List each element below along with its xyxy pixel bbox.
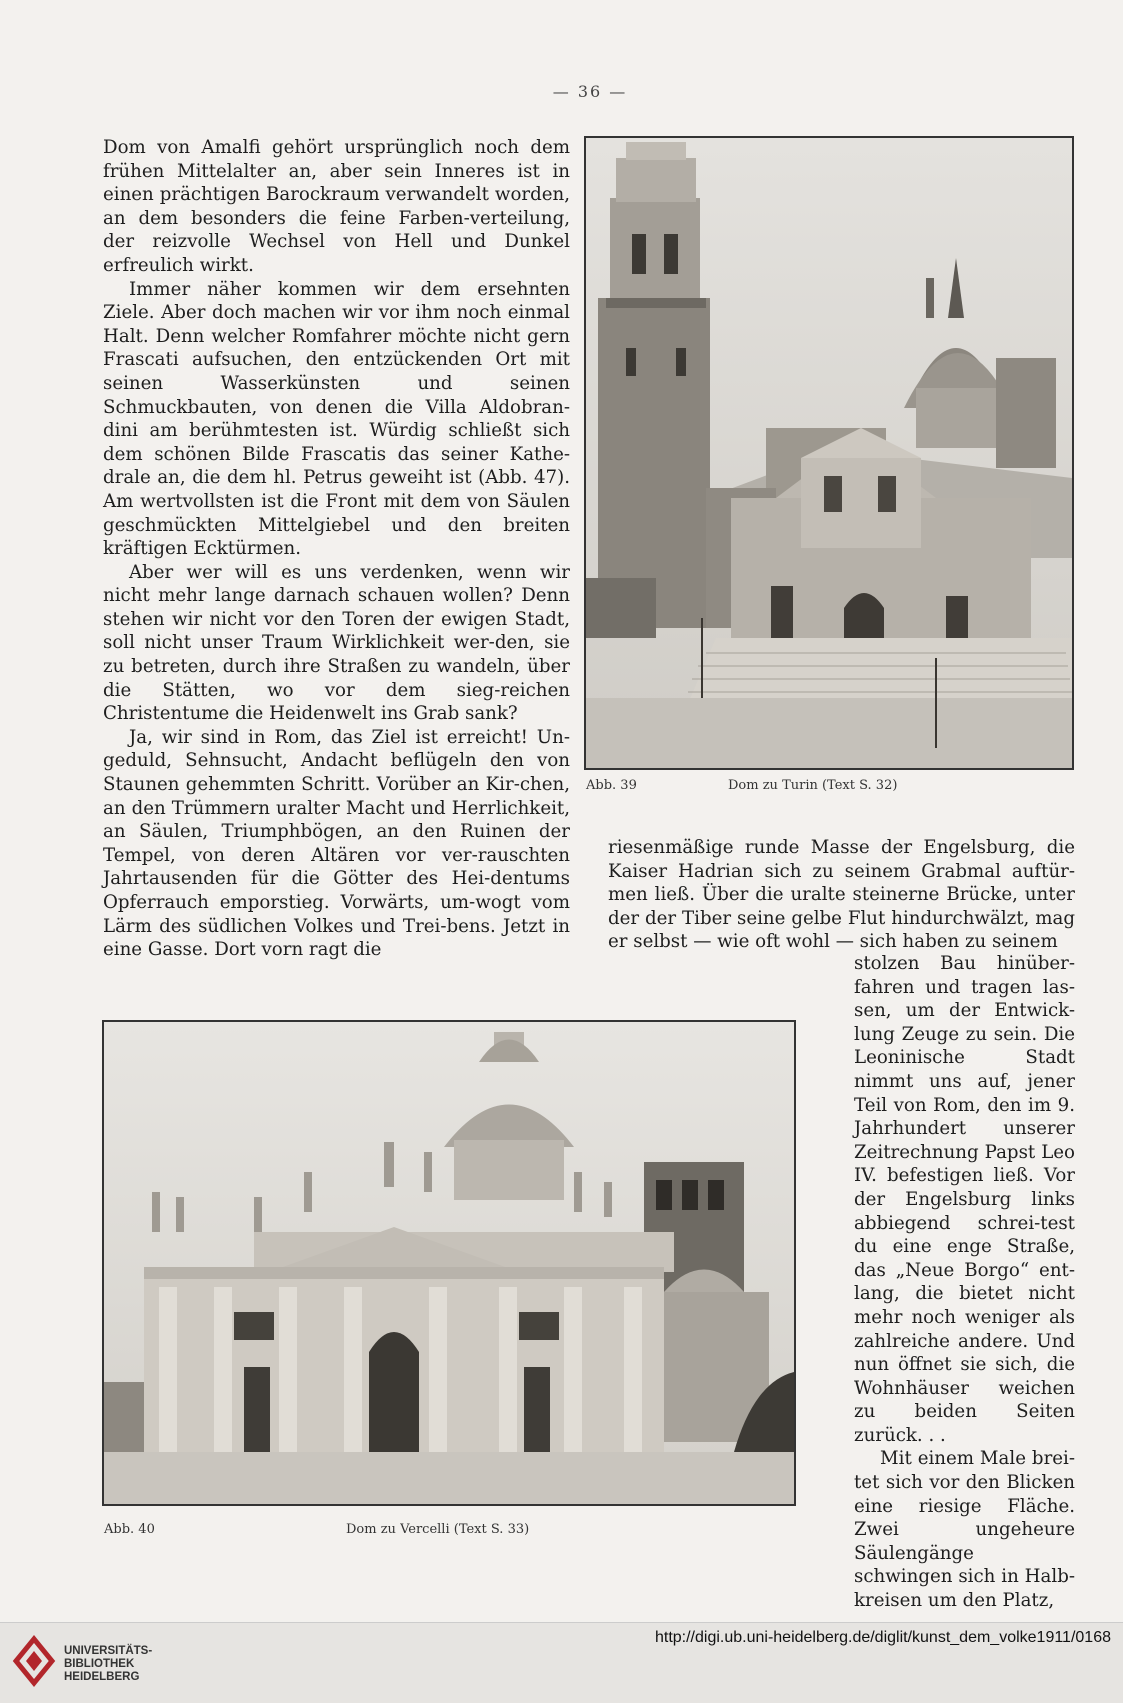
photo-turin-cathedral [584,136,1074,770]
source-url-link[interactable]: http://digi.ub.uni-heidelberg.de/diglit/kunst_dem_volke1911/0168 [654,1629,1111,1646]
vercelli-cathedral-illustration [104,1022,794,1504]
paragraph: Immer näher kommen wir dem ersehnten Ziele. Aber doch machen wir vor ihm noch einmal Halt. Denn welcher Romfahrer möchte nicht gern Frascati aufsuchen, den entzückenden Ort mit seinen Wasserkünsten und seinen Schmuckbauten, von denen die Villa Aldobran-dini am berühmtesten ist. Würdig schließt sich dem schönen Bilde Frascatis das seiner Kathe-drale an, die dem hl. Petrus geweiht ist (Abb. 47). Am wertvollsten ist die Front mit dem von Säulen geschmückten Mittelgiebel und den breiten kräftigen Ecktürmen. [103,278,570,560]
turin-cathedral-illustration [586,138,1072,768]
figure-40-label: Abb. 40 [104,1522,155,1537]
paragraph: Mit einem Male brei-tet sich vor den Blicken eine riesige Fläche. Zwei ungeheure Säulengänge schwingen sich in Halb-kreisen um den Platz, [854,1448,1075,1612]
paragraph: Ja, wir sind in Rom, das Ziel ist erreicht! Un-geduld, Sehnsucht, Andacht beflügeln den von Staunen gehemmten Schritt. Vorüber an Kir-chen, an den Trümmern uralter Macht und Herrlichkeit, an Säulen, Triumphbögen, an den Ruinen der Tempel, von deren Altären vor ver-rauschten Jahrtausenden für die Götter des Hei-dentums Opferrauch emporstieg. Vorwärts, um-wogt vom Lärm des südlichen Volkes und Trei-bens. Jetzt in eine Gasse. Dort vorn ragt die [103,726,570,961]
paragraph: Dom von Amalfi gehört ursprünglich noch dem frühen Mittelalter an, aber sein Inneres ist in einen prächtigen Barockraum verwandelt worden, an dem besonders die feine Farben-verteilung, der reizvolle Wechsel von Hell und Dunkel erfreulich wirkt. [103,137,570,276]
digitization-footer [0,1622,1123,1703]
institution-name [64,1645,152,1684]
institution-line: UNIVERSITÄTS- [64,1645,153,1657]
institution-line: HEIDELBERG [64,1671,140,1683]
university-library-logo-icon [12,1631,56,1693]
page-number: — 36 — [552,82,628,101]
right-text-column [608,836,1075,954]
figure-40-caption: Dom zu Vercelli (Text S. 33) [346,1522,530,1537]
photo-vercelli-cathedral [102,1020,796,1506]
left-text-column [103,136,570,962]
paragraph: stolzen Bau hinüber-fahren und tragen las-sen, um der Entwick-lung Zeuge zu sein. Die Leoninische Stadt nimmt uns auf, jener Teil von Rom, den im 9. Jahrhundert unserer Zeitrechnung Papst Leo IV. befestigen ließ. Vor der Engelsburg links abbiegend schrei-test du eine enge Straße, das „Neue Borgo“ ent-lang, die bietet nicht mehr noch weniger als zahlreiche andere. Und nun öffnet sie sich, die Wohnhäuser weichen zu beiden Seiten zurück. . . [854,953,1075,1446]
paragraph: Aber wer will es uns verdenken, wenn wir nicht mehr lange darnach schauen wollen? Denn stehen wir nicht vor den Toren der ewigen Stadt, soll nicht unser Traum Wirklichkeit wer-den, sie zu betreten, durch ihre Straßen zu wandeln, über die Stätten, wo vor dem sieg-reichen Christentume die Heidenwelt ins Grab sank? [103,561,570,725]
paragraph: riesenmäßige runde Masse der Engelsburg, die Kaiser Hadrian sich zu seinem Grabmal auftür-men ließ. Über die uralte steinerne Brücke, unter der der Tiber seine gelbe Flut hindurchwälzt, mag er selbst — wie oft wohl — sich haben zu seinem [608,837,1075,953]
right-narrow-text-column [854,952,1075,1613]
figure-39-label: Abb. 39 [586,778,637,793]
institution-line: BIBLIOTHEK [64,1658,135,1670]
figure-39-caption: Dom zu Turin (Text S. 32) [728,778,898,793]
